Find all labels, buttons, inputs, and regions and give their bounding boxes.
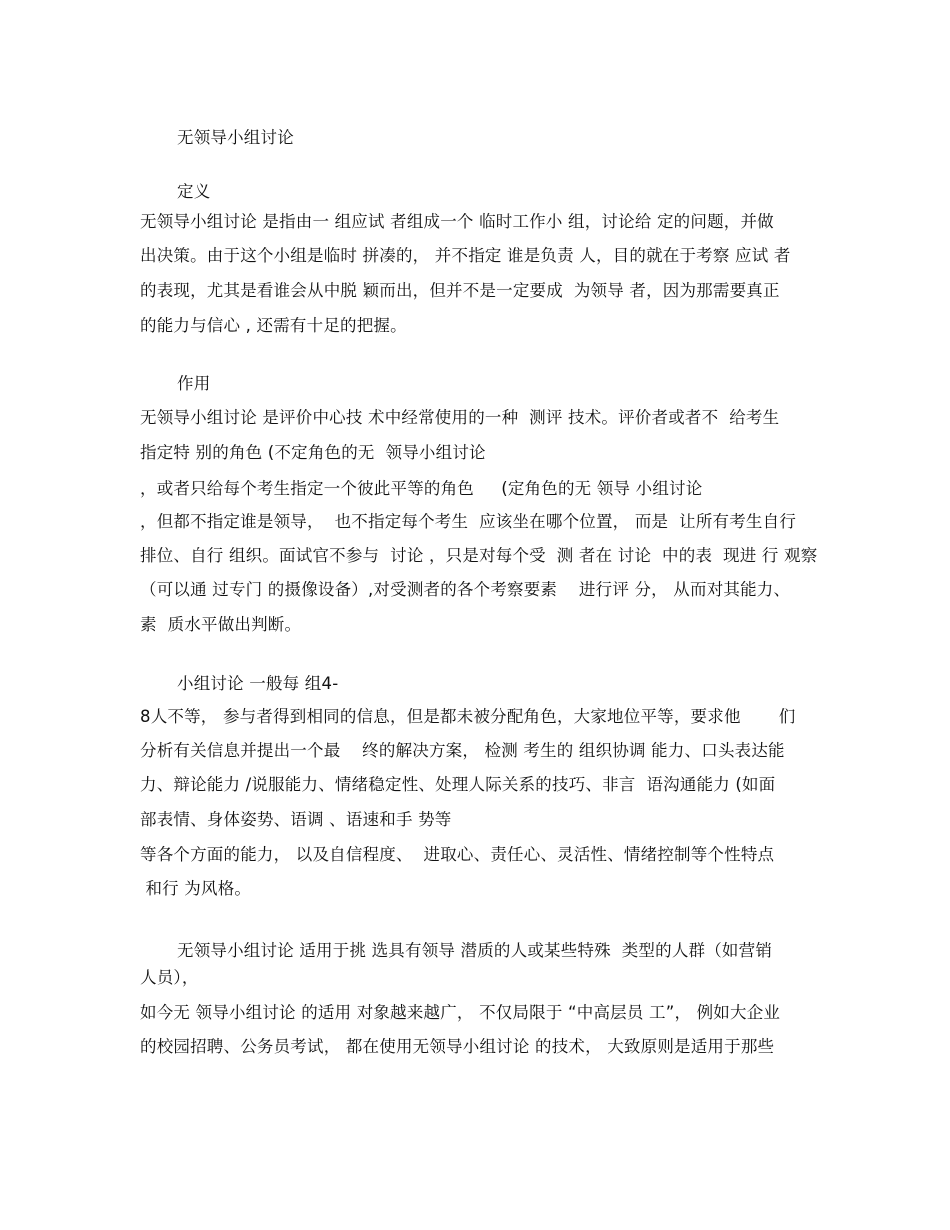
paragraph-line: 部表情、身体姿势、语调 、语速和手 势等 bbox=[140, 810, 452, 829]
section-heading: 定义 bbox=[177, 182, 211, 201]
paragraph-line: 排位、自行 组织。面试官不参与 讨论 ，只是对每个受 测 者在 讨论 中的表 现进 行 观察 bbox=[140, 546, 818, 565]
section-heading: 小组讨论 一般每 组4- bbox=[177, 674, 339, 693]
paragraph-line: ，但都不指定谁是领导， 也不指定每个考生 应该坐在哪个位置， 而是 让所有考生自行 bbox=[140, 512, 797, 531]
section-heading: 无领导小组讨论 适用于挑 选具有领导 潜质的人或某些特殊 类型的人群（如营销 bbox=[177, 941, 773, 960]
paragraph-line: 指定特 别的角色 (不定角色的无 领导小组讨论 bbox=[140, 443, 486, 462]
paragraph-line: 出决策。由于这个小组是临时 拼凑的， 并不指定 谁是负责 人，目的就在于考察 应试 者 bbox=[140, 246, 791, 265]
paragraph-line: 等各个方面的能力， 以及自信程度、 进取心、责任心、灵活性、情绪控制等个性特点 bbox=[140, 845, 775, 864]
paragraph-line: ，或者只给每个考生指定一个彼此平等的角色 (定角色的无 领导 小组讨论 bbox=[140, 479, 703, 498]
paragraph-line: 分析有关信息并提出一个最 终的解决方案， 检测 考生的 组织协调 能力、口头表达能 bbox=[140, 741, 785, 760]
paragraph-line: 力、辩论能力 /说服能力、情绪稳定性、处理人际关系的技巧、非言 语沟通能力 (如面 bbox=[140, 775, 776, 794]
paragraph-line: 的校园招聘、公务员考试， 都在使用无领导小组讨论 的技术， 大致原则是适用于那些 bbox=[140, 1037, 775, 1056]
paragraph-line: 无领导小组讨论 是指由一 组应试 者组成一个 临时工作小 组，讨论给 定的问题，并做 bbox=[140, 212, 774, 231]
paragraph-line: 如今无 领导小组讨论 的适用 对象越来越广， 不仅局限于 “中高层员 工”， 例如大企业 bbox=[140, 1003, 781, 1022]
paragraph-line: 8人不等， 参与者得到相同的信息，但是都未被分配角色，大家地位平等，要求他 们 bbox=[140, 707, 796, 726]
paragraph-line: 和行 为风格。 bbox=[140, 879, 252, 898]
paragraph-line: 人员）， bbox=[140, 968, 199, 987]
paragraph-line: 的表现，尤其是看谁会从中脱 颖而出，但并不是一定要成 为领导 者，因为那需要真正 bbox=[140, 281, 780, 300]
paragraph-line: 素 质水平做出判断。 bbox=[140, 615, 302, 634]
paragraph-line: 的能力与信心 , 还需有十足的把握。 bbox=[140, 316, 407, 335]
document-title: 无领导小组讨论 bbox=[177, 128, 294, 147]
paragraph-line: 无领导小组讨论 是评价中心技 术中经常使用的一种 测评 技术。评价者或者不 给考生 bbox=[140, 408, 780, 427]
paragraph-line: （可以通 过专门 的摄像设备）,对受测者的各个考察要素 进行评 分， 从而对其能力、 bbox=[140, 580, 791, 599]
section-heading: 作用 bbox=[177, 374, 211, 393]
